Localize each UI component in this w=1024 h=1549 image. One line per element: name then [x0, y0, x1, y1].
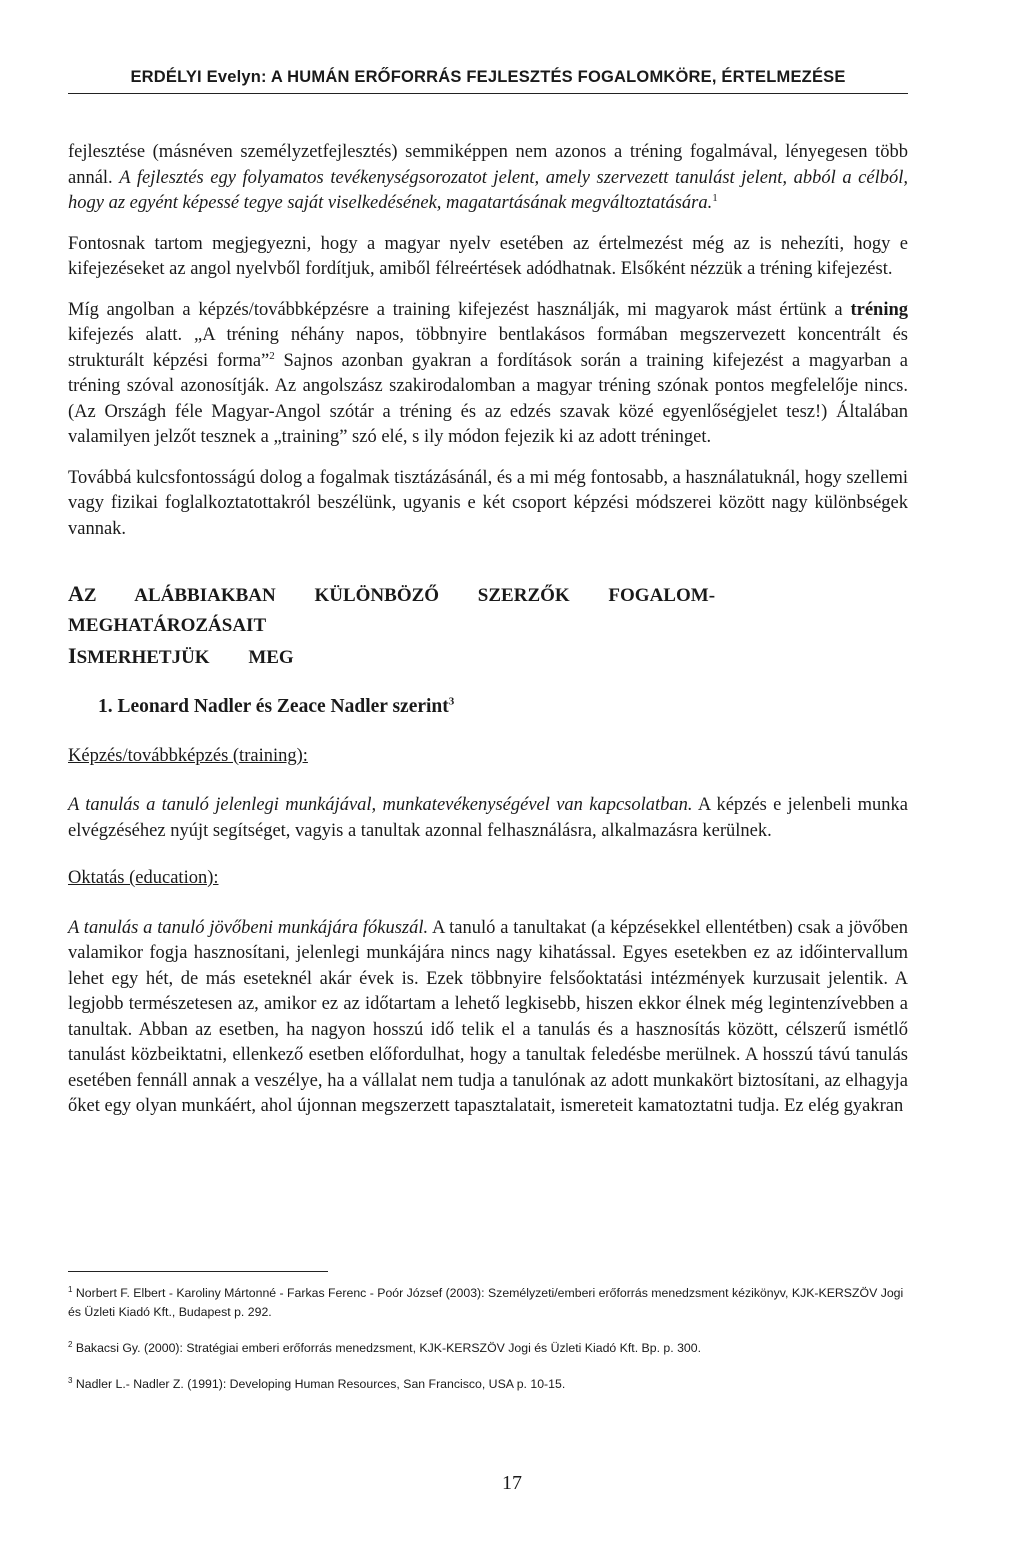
page-number: 17	[502, 1472, 522, 1494]
footnote-ref-3[interactable]: 3	[448, 695, 455, 708]
paragraph-3	[68, 298, 908, 451]
footnote-1	[68, 1284, 913, 1322]
paragraph-6	[68, 916, 908, 1120]
footnote-3-number: 3	[68, 1375, 73, 1385]
footnote-1-number: 1	[68, 1284, 73, 1294]
footnote-ref-2[interactable]: 2	[269, 349, 275, 362]
section-heading-text-1: Z ALÁBBIAKBAN KÜLÖNBÖZŐ SZERZŐK FOGALOM-MEGHATÁROZÁSAIT	[68, 585, 716, 636]
footnote-ref-1[interactable]: 1	[712, 191, 718, 204]
footnote-2-text: Bakacsi Gy. (2000): Stratégiai emberi erőforrás menedzsment, KJK-KERSZÖV Jogi és Üzleti Kiadó Kft. Bp. p. 300.	[75, 1341, 702, 1355]
paragraph-3-text-c: kifejezés alatt. „A tréning néhány napos, többnyire bentlakásos formában megszervezett koncentrált és strukturált képzési forma”	[68, 325, 908, 371]
footnote-2-number: 2	[68, 1339, 73, 1349]
paragraph-4: Továbbá kulcsfontosságú dolog a fogalmak tisztázásánál, és a mi még fontosabb, a használatuknál, hogy szellemi vagy fizikai foglalkoztatottakról beszélünk, ugyanis e két csoport képzési módszerei között nagy különbségek vannak.	[68, 467, 908, 539]
paragraph-3-bold-term: tréning	[850, 299, 909, 320]
footnote-2	[68, 1339, 913, 1358]
paragraph-1-text: fejlesztése (másnéven személyzetfejlesztés) semmiképpen nem azonos a tréning fogalmával, lényegesen több annál.	[68, 142, 908, 188]
paragraph-5-italic: A tanulás a tanuló jelenlegi munkájával, munkatevékenységével van kapcsolatban.	[68, 795, 693, 815]
paragraph-1	[68, 140, 908, 217]
footnote-3	[68, 1375, 913, 1394]
footnotes	[68, 1284, 913, 1411]
sub-heading-text: 1. Leonard Nadler és Zeace Nadler szerint	[98, 696, 449, 717]
sub-heading	[98, 694, 908, 720]
section-heading-initial-1: A	[68, 581, 84, 606]
section-heading-text-2: SMERHETJÜK MEG	[76, 647, 294, 668]
paragraph-1-definition: A fejlesztés egy folyamatos tevékenységsorozatot jelent, amely szervezett tanulást jelent, abból a célból, hogy az egyént képessé tegye saját viselkedésének, magatartásának megváltoztatására.	[68, 167, 909, 213]
paragraph-6-italic: A tanulás a tanuló jövőbeni munkájára fókuszál.	[68, 917, 429, 938]
footnote-separator	[68, 1271, 328, 1272]
label-training: Képzés/továbbképzés (training):	[68, 745, 308, 766]
paragraph-3-text-a: Míg angolban a képzés/továbbképzésre a training kifejezést használják, mi magyarok mást értünk a	[68, 299, 843, 320]
body-text	[68, 140, 908, 1135]
section-heading	[68, 579, 908, 673]
label-education: Oktatás (education):	[68, 868, 219, 888]
footnote-3-text: Nadler L.- Nadler Z. (1991): Developing Human Resources, San Francisco, USA p. 10-15.	[75, 1377, 566, 1391]
paragraph-5-text: A képzés e jelenbeli munka elvégzéséhez nyújt segítséget, vagyis a tanultak azonnal felhasználásra, alkalmazásra kerülnek.	[68, 795, 908, 841]
section-heading-initial-2: I	[68, 643, 77, 668]
paragraph-3-text-d: Sajnos azonban gyakran a fordítások során a training kifejezést a magyarban a tréning szóval azonosítják. Az angolszász szakirodalomban a magyar tréning szónak pontos megfelelője nincs. (Az Országh féle Magyar-Angol szótár a tréning és az edzés szavak közé egyenlőségjelet tesz!) Általában valamilyen jelzőt tesznek a „training” szó elé, s ily módon fejezik ki az adott tréninget.	[68, 350, 909, 447]
paragraph-2: Fontosnak tartom megjegyezni, hogy a magyar nyelv esetében az értelmezést még az is nehezíti, hogy e kifejezéseket az angol nyelvből fordítjuk, amiből félreértések adódhatnak. Elsőként nézzük a tréning kifejezést.	[68, 233, 908, 279]
running-head: ERDÉLYI Evelyn: A HUMÁN ERŐFORRÁS FEJLESZTÉS FOGALOMKÖRE, ÉRTELMEZÉSE	[68, 68, 908, 94]
footnote-1-text: Norbert F. Elbert - Karoliny Mártonné - Farkas Ferenc - Poór József (2003): Személyzeti/emberi erőforrás menedzsment kézikönyv, KJK-KERSZÖV Jogi és Üzleti Kiadó Kft., Budapest p. 292.	[68, 1286, 904, 1319]
paragraph-5	[68, 793, 908, 844]
paragraph-6-text: A tanuló a tanultakat (a képzésekkel ellentétben) csak a jövőben valamikor fogja hasznosítani, jelenlegi munkájára nincs nagy kihatással. Egyes esetekben ez az időintervallum lehet egy hét, de más eseteknél akár évek is. Ezek többnyire felsőoktatási intézmények kurzusait jelentik. A legjobb természetesen az, amikor ez az időtartam a lehető legkisebb, hiszen ekkor élnek még legintenzívebben a tanultak. Abban az esetben, ha nagyon hosszú idő telik el a tanulás és a hasznosítás között, célszerű ismétlő tanulást közbeiktatni, ellenkező esetben előfordulhat, hogy a tanultak feledésbe merülnek. A hosszú távú tanulás esetében fennáll annak a veszélye, ha a vállalat nem tudja a tanulónak az adott munkakört biztosítani, az elhagyja őket egy olyan munkáért, ahol újonnan megszerzett tapasztalatait, ismereteit kamatoztatni tudja. Ez elég gyakran	[68, 917, 908, 1116]
